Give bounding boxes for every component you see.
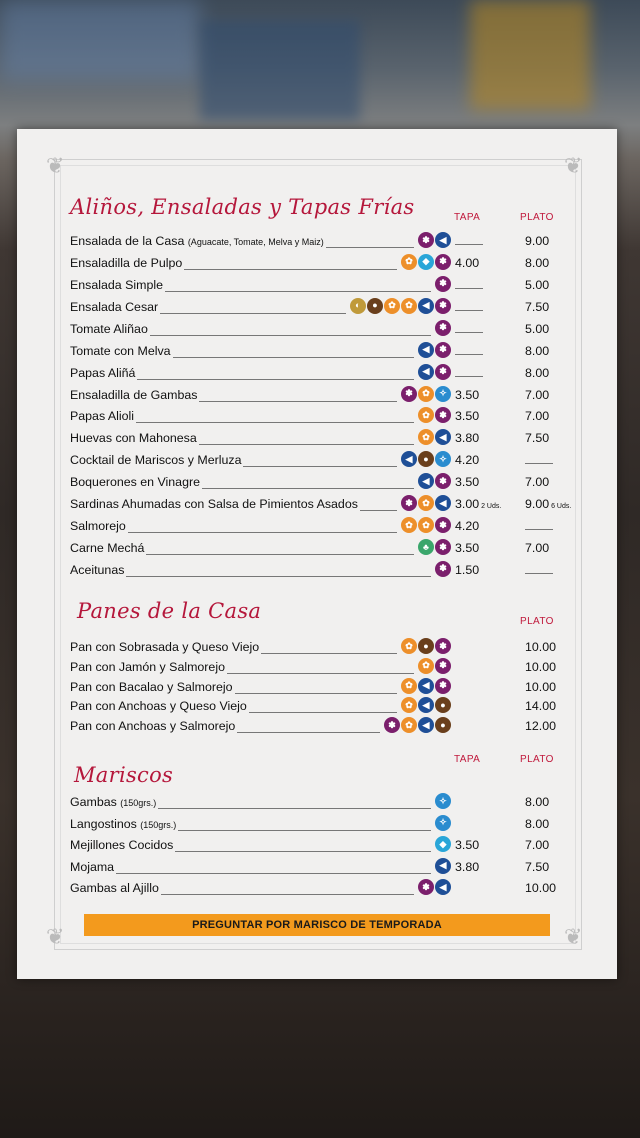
- allergen-icons: [435, 276, 451, 292]
- plato-price: 14.00: [525, 699, 557, 714]
- allergen-blue-icon: ◀: [418, 298, 434, 314]
- menu-item-name-text: Gambas: [70, 795, 117, 809]
- tapa-price: 1.50: [455, 562, 480, 577]
- plato-price: 8.00: [525, 816, 550, 831]
- plato-price: [525, 453, 585, 467]
- allergen-orange-icon: ✿: [401, 298, 417, 314]
- menu-item-note: (150grs.): [140, 819, 177, 830]
- allergen-purple-icon: ✽: [435, 539, 451, 555]
- tapa-price: [455, 344, 495, 358]
- plato-price: 12.00: [525, 719, 557, 733]
- menu-item-name-text: Langostinos: [70, 816, 137, 831]
- allergen-icons: [401, 517, 451, 533]
- background-building: [200, 20, 360, 120]
- plato-price: 7.00: [525, 409, 550, 424]
- menu-item-row: [70, 276, 550, 296]
- plato-price: 10.00: [525, 881, 557, 895]
- menu-item-row: [70, 232, 550, 252]
- menu-item-name-text: Mojama: [70, 859, 115, 874]
- allergen-blue-icon: ◀: [435, 495, 451, 511]
- plato-price: [525, 519, 585, 533]
- allergen-blue-icon: ◀: [435, 232, 451, 248]
- allergen-orange-icon: ✿: [401, 678, 417, 694]
- allergen-icons: [401, 386, 451, 402]
- menu-item-name: [70, 719, 237, 733]
- menu-item-row: [70, 254, 550, 274]
- allergen-purple-icon: ✽: [435, 298, 451, 314]
- menu-item-row: [70, 879, 557, 899]
- tapa-price: 3.50: [455, 838, 480, 852]
- menu-item-name-text: Mejillones Cocidos: [70, 838, 174, 852]
- allergen-icons: [418, 539, 451, 555]
- allergen-icons: [401, 254, 451, 270]
- plato-price: 5.00: [525, 321, 550, 336]
- menu-item-row: [70, 407, 550, 427]
- allergen-blue-icon: ◀: [418, 678, 434, 694]
- plato-price: 7.00: [525, 541, 550, 556]
- allergen-blue-icon: ◀: [418, 342, 434, 358]
- allergen-icons: [418, 473, 451, 489]
- menu-item-row: [70, 473, 550, 493]
- allergen-purple-icon: ✽: [384, 717, 400, 733]
- menu-item-name: [70, 256, 184, 270]
- plato-price: 5.00: [525, 277, 550, 292]
- menu-item-name: [70, 541, 146, 555]
- menu-item-name-text: Carne Mechá: [70, 541, 145, 556]
- allergen-icons: [435, 858, 451, 874]
- plato-price: 8.00: [525, 795, 550, 809]
- allergen-icons: [401, 638, 451, 654]
- menu-item-row: [70, 836, 550, 856]
- menu-item-name: [70, 660, 227, 674]
- tapa-price: 3.50: [455, 387, 480, 402]
- background-building-yellow: [470, 0, 590, 110]
- plato-price: 7.00: [525, 387, 550, 402]
- menu-item-name-text: Huevas con Mahonesa: [70, 431, 197, 446]
- allergen-purple-icon: ✽: [435, 407, 451, 423]
- menu-item-name-text: Salmorejo: [70, 519, 126, 534]
- col-header-plato-panes: PLATO: [520, 616, 554, 627]
- allergen-orange-icon: ✿: [401, 697, 417, 713]
- menu-item-name: [70, 563, 126, 577]
- menu-item-name-text: Pan con Anchoas y Salmorejo: [70, 719, 236, 733]
- allergen-purple-icon: ✽: [435, 364, 451, 380]
- menu-item-row: [70, 495, 572, 515]
- allergen-orange-icon: ✿: [418, 658, 434, 674]
- menu-item-name-text: Boquerones en Vinagre: [70, 475, 200, 490]
- menu-item-name: [70, 344, 173, 358]
- plato-price: 8.00: [525, 365, 550, 380]
- allergen-brown-icon: ●: [435, 697, 451, 713]
- allergen-icons: [418, 364, 451, 380]
- menu-item-name: [70, 838, 175, 852]
- menu-item-name: [70, 278, 165, 292]
- allergen-orange-icon: ✿: [418, 429, 434, 445]
- section-title-panes: Panes de la Casa: [77, 599, 262, 623]
- tapa-price: 3.50: [455, 475, 480, 490]
- allergen-purple-icon: ✽: [435, 276, 451, 292]
- allergen-purple-icon: ✽: [435, 254, 451, 270]
- menu-card: [17, 129, 617, 979]
- allergen-brown-icon: ●: [435, 717, 451, 733]
- tapa-price: [455, 300, 495, 314]
- tapa-price: 3.80: [455, 431, 480, 446]
- menu-item-row: [70, 561, 550, 581]
- menu-item-note: (Aguacate, Tomate, Melva y Maiz): [187, 237, 324, 247]
- plato-price: 7.50: [525, 299, 550, 314]
- allergen-olive-icon: ◐: [350, 298, 366, 314]
- menu-item-name: [70, 640, 261, 654]
- allergen-purple-icon: ✽: [435, 320, 451, 336]
- allergen-icons: [418, 429, 451, 445]
- menu-item-name-text: Sardinas Ahumadas con Salsa de Pimientos Asados: [70, 497, 358, 512]
- menu-item-name: [70, 519, 128, 533]
- menu-item-name: [70, 860, 116, 874]
- background-sky: [0, 0, 200, 80]
- allergen-purple-icon: ✽: [435, 561, 451, 577]
- menu-item-name: [70, 322, 150, 336]
- allergen-icons: [435, 320, 451, 336]
- plato-price: 10.00: [525, 659, 557, 674]
- allergen-icons: [401, 495, 451, 511]
- menu-item-row: [70, 697, 557, 717]
- menu-item-name: [70, 453, 243, 467]
- leader-line: [72, 873, 431, 874]
- menu-item-row: [70, 386, 550, 406]
- allergen-bluecyan-icon: ✧: [435, 386, 451, 402]
- allergen-blue-icon: ◀: [435, 879, 451, 895]
- menu-item-row: [70, 678, 557, 698]
- allergen-icons: [350, 298, 451, 314]
- tapa-price: [455, 322, 495, 336]
- allergen-orange-icon: ✿: [418, 407, 434, 423]
- menu-item-name: [70, 699, 249, 713]
- allergen-purple-icon: ✽: [401, 386, 417, 402]
- corner-ornament-icon: ❦: [564, 153, 583, 178]
- allergen-orange-icon: ✿: [401, 638, 417, 654]
- menu-item-row: [70, 298, 550, 318]
- corner-ornament-icon: ❦: [564, 924, 583, 949]
- allergen-icons: [418, 879, 451, 895]
- allergen-purple-icon: ✽: [435, 473, 451, 489]
- menu-item-note: (150grs.): [120, 798, 157, 808]
- menu-item-name: [70, 881, 161, 895]
- tapa-price: 4.00: [455, 255, 480, 270]
- menu-item-name-text: Ensalada Cesar: [70, 299, 159, 314]
- col-header-tapa-mariscos: TAPA: [454, 754, 481, 765]
- allergen-orange-icon: ✿: [418, 517, 434, 533]
- allergen-icons: [401, 451, 451, 467]
- menu-item-name-text: Pan con Sobrasada y Queso Viejo: [70, 640, 260, 654]
- menu-item-row: [70, 539, 550, 559]
- allergen-icons: [435, 836, 451, 852]
- plato-price: 7.00: [525, 838, 550, 852]
- tapa-price: 3.80: [455, 859, 480, 874]
- allergen-brown-icon: ●: [418, 451, 434, 467]
- allergen-icons: [401, 678, 451, 694]
- allergen-purple-icon: ✽: [435, 658, 451, 674]
- menu-item-name: [70, 388, 199, 402]
- allergen-brown-icon: ●: [367, 298, 383, 314]
- allergen-icons: [435, 561, 451, 577]
- menu-item-row: [70, 858, 550, 878]
- allergen-cyan-icon: ◆: [418, 254, 434, 270]
- menu-item-row: [70, 717, 557, 737]
- allergen-bluecyan-icon: ✧: [435, 815, 451, 831]
- col-header-tapa: TAPA: [454, 212, 481, 223]
- allergen-purple-icon: ✽: [401, 495, 417, 511]
- allergen-icons: [435, 793, 451, 809]
- allergen-cyan-icon: ◆: [435, 836, 451, 852]
- allergen-purple-icon: ✽: [435, 678, 451, 694]
- tapa-price: [455, 278, 495, 292]
- menu-item-name-text: Tomate con Melva: [70, 343, 171, 358]
- menu-item-name-text: Ensaladilla de Gambas: [70, 387, 198, 402]
- allergen-icons: [384, 717, 451, 733]
- allergen-blue-icon: ◀: [418, 473, 434, 489]
- allergen-brown-icon: ●: [418, 638, 434, 654]
- allergen-icons: [435, 815, 451, 831]
- menu-item-name: [70, 234, 326, 248]
- allergen-bluecyan-icon: ✧: [435, 793, 451, 809]
- allergen-orange-icon: ✿: [418, 495, 434, 511]
- menu-item-name-text: Pan con Bacalao y Salmorejo: [70, 679, 233, 694]
- menu-item-name: [70, 475, 202, 489]
- col-header-plato: PLATO: [520, 212, 554, 223]
- menu-item-name: [70, 680, 235, 694]
- allergen-blue-icon: ◀: [418, 717, 434, 733]
- tapa-price: [455, 366, 495, 380]
- allergen-bluecyan-icon: ✧: [435, 451, 451, 467]
- menu-item-name: [70, 795, 158, 809]
- menu-item-name-text: Gambas al Ajillo: [70, 881, 159, 895]
- allergen-orange-icon: ✿: [401, 717, 417, 733]
- allergen-green-icon: ♣: [418, 539, 434, 555]
- allergen-icons: [401, 697, 451, 713]
- menu-item-name-text: Cocktail de Mariscos y Merluza: [70, 453, 242, 468]
- allergen-blue-icon: ◀: [418, 697, 434, 713]
- plato-price: 7.00: [525, 475, 550, 490]
- allergen-icons: [418, 342, 451, 358]
- corner-ornament-icon: ❦: [46, 153, 65, 178]
- col-header-plato-mariscos: PLATO: [520, 754, 554, 765]
- allergen-orange-icon: ✿: [401, 254, 417, 270]
- menu-item-row: [70, 517, 550, 537]
- corner-ornament-icon: ❦: [46, 924, 65, 949]
- plato-price: 10.00: [525, 679, 557, 694]
- allergen-icons: [418, 407, 451, 423]
- allergen-purple-icon: ✽: [435, 342, 451, 358]
- menu-item-row: [70, 793, 550, 813]
- tapa-price: 4.20: [455, 453, 480, 468]
- menu-item-row: [70, 815, 550, 835]
- menu-item-name-text: Pan con Jamón y Salmorejo: [70, 659, 225, 674]
- tapa-price: [455, 234, 495, 248]
- allergen-purple-icon: ✽: [418, 232, 434, 248]
- menu-item-name: [70, 431, 199, 445]
- allergen-blue-icon: ◀: [401, 451, 417, 467]
- tapa-price: 3.50: [455, 541, 480, 556]
- menu-item-row: [70, 429, 550, 449]
- allergen-blue-icon: ◀: [435, 858, 451, 874]
- menu-item-row: [70, 364, 550, 384]
- plato-price: [525, 563, 585, 577]
- allergen-purple-icon: ✽: [435, 638, 451, 654]
- allergen-orange-icon: ✿: [384, 298, 400, 314]
- tapa-price: 3.00 2 Uds.: [455, 497, 502, 512]
- plato-price: 7.50: [525, 859, 550, 874]
- menu-item-row: [70, 320, 550, 340]
- menu-item-name: [70, 300, 160, 314]
- menu-item-row: [70, 342, 550, 362]
- menu-item-name-text: Ensalada Simple: [70, 277, 163, 292]
- allergen-blue-icon: ◀: [435, 429, 451, 445]
- plato-price: 7.50: [525, 431, 550, 446]
- allergen-blue-icon: ◀: [418, 364, 434, 380]
- plato-price: 9.00 6 Uds.: [525, 497, 572, 512]
- menu-item-name-text: Ensaladilla de Pulpo: [70, 255, 183, 270]
- menu-item-name: [70, 366, 137, 380]
- allergen-orange-icon: ✿: [418, 386, 434, 402]
- tapa-price: 4.20: [455, 519, 480, 534]
- menu-item-name: [70, 409, 136, 423]
- menu-item-name-text: Ensalada de la Casa: [70, 234, 185, 248]
- seasonal-seafood-banner: PREGUNTAR POR MARISCO DE TEMPORADA: [84, 914, 550, 936]
- plato-price: 8.00: [525, 255, 550, 270]
- plato-price: 8.00: [525, 343, 550, 358]
- menu-item-row: [70, 658, 557, 678]
- menu-item-name-text: Tomate Aliñao: [70, 321, 148, 336]
- plato-price: 10.00: [525, 640, 557, 654]
- allergen-purple-icon: ✽: [418, 879, 434, 895]
- menu-item-row: [70, 638, 557, 658]
- tapa-price: 3.50: [455, 409, 480, 424]
- menu-item-row: [70, 451, 550, 471]
- allergen-icons: [418, 232, 451, 248]
- allergen-orange-icon: ✿: [401, 517, 417, 533]
- menu-item-name-text: Papas Alioli: [70, 409, 135, 424]
- section-title-mariscos: Mariscos: [74, 763, 174, 787]
- section-title-alinos: Aliños, Ensaladas y Tapas Frías: [70, 195, 415, 219]
- menu-item-name: [70, 817, 178, 831]
- menu-item-name: [70, 497, 360, 511]
- allergen-icons: [418, 658, 451, 674]
- menu-item-name-text: Pan con Anchoas y Queso Viejo: [70, 699, 247, 714]
- plato-price: 9.00: [525, 234, 550, 248]
- allergen-purple-icon: ✽: [435, 517, 451, 533]
- menu-item-name-text: Aceitunas: [70, 562, 125, 577]
- menu-item-name-text: Papas Aliñá: [70, 365, 136, 380]
